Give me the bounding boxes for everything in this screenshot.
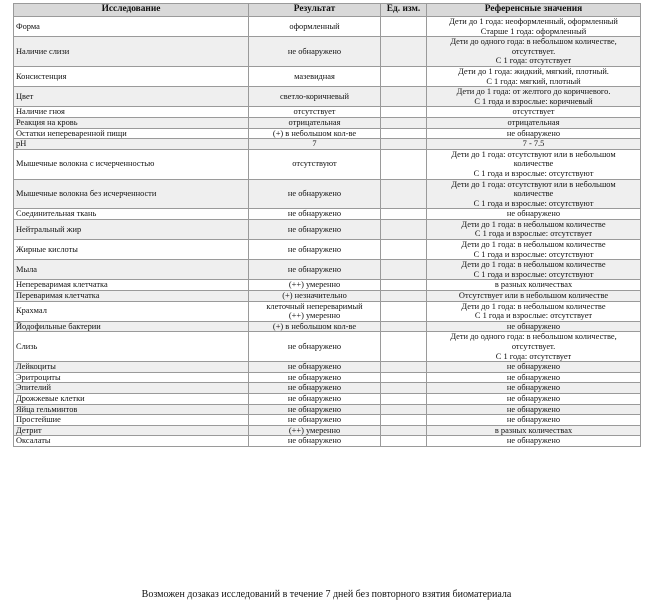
- reference-line: отрицательная: [507, 117, 560, 127]
- test-name-cell: pH: [14, 139, 249, 150]
- reference-cell: [427, 301, 641, 321]
- reference-line: не обнаружено: [506, 436, 561, 446]
- table-row: [14, 291, 641, 302]
- test-name-cell: Йодофильные бактерии: [14, 321, 249, 332]
- test-name-cell: Слизь: [14, 332, 249, 362]
- unit-cell: [381, 301, 427, 321]
- table-row: [14, 117, 641, 128]
- reference-cell: [427, 332, 641, 362]
- unit-cell: [381, 291, 427, 302]
- reference-line: количестве: [513, 159, 554, 169]
- unit-cell: [381, 332, 427, 362]
- result-cell: не обнаружено: [249, 372, 381, 383]
- result-cell: не обнаружено: [249, 219, 381, 239]
- test-name-cell: Лейкоциты: [14, 362, 249, 373]
- unit-cell: [381, 128, 427, 139]
- table-row: [14, 240, 641, 260]
- test-name-cell: Эритроциты: [14, 372, 249, 383]
- reference-line: не обнаружено: [506, 393, 561, 403]
- table-row: [14, 372, 641, 383]
- unit-cell: [381, 17, 427, 37]
- unit-cell: [381, 107, 427, 118]
- table-header-row: [14, 4, 641, 17]
- result-cell: не обнаружено: [249, 362, 381, 373]
- result-cell: (+) незначительно: [249, 291, 381, 302]
- test-name-cell: Нейтральный жир: [14, 219, 249, 239]
- reference-cell: [427, 425, 641, 436]
- reference-cell: [427, 240, 641, 260]
- reference-line: С 1 года: мягкий, плотный: [486, 76, 581, 86]
- result-cell: отсутствует: [249, 107, 381, 118]
- unit-cell: [381, 66, 427, 86]
- reference-cell: [427, 87, 641, 107]
- result-cell: (++) умеренно: [249, 280, 381, 291]
- reference-line: Дети до 1 года: в небольшом количестве: [461, 301, 606, 311]
- table-row: [14, 149, 641, 179]
- reference-cell: [427, 149, 641, 179]
- table-row: [14, 128, 641, 139]
- result-cell: мазевидная: [249, 66, 381, 86]
- table-row: [14, 17, 641, 37]
- unit-cell: [381, 219, 427, 239]
- test-name-cell: Наличие гноя: [14, 107, 249, 118]
- unit-cell: [381, 209, 427, 220]
- unit-cell: [381, 362, 427, 373]
- reference-cell: [427, 139, 641, 150]
- reference-line: отсутствует.: [511, 46, 556, 56]
- reference-line: Дети до 1 года: жидкий, мягкий, плотный.: [458, 66, 609, 76]
- test-name-cell: Дрожжевые клетки: [14, 393, 249, 404]
- test-name-cell: Мышечные волокна с исчерченностью: [14, 149, 249, 179]
- table-row: [14, 415, 641, 426]
- reference-line: Дети до одного года: в небольшом количестве,: [450, 37, 617, 47]
- reference-line: не обнаружено: [506, 321, 561, 331]
- test-name-cell: Консистенция: [14, 66, 249, 86]
- unit-cell: [381, 393, 427, 404]
- table-row: [14, 179, 641, 209]
- test-name-cell: Остатки непереваренной пищи: [14, 128, 249, 139]
- test-name-cell: Жирные кислоты: [14, 240, 249, 260]
- result-cell: [249, 301, 381, 321]
- table-row: [14, 66, 641, 86]
- result-cell: оформленный: [249, 17, 381, 37]
- test-name-cell: Детрит: [14, 425, 249, 436]
- result-cell: не обнаружено: [249, 260, 381, 280]
- table-row: [14, 362, 641, 373]
- result-cell: светло-коричневый: [249, 87, 381, 107]
- result-cell: не обнаружено: [249, 37, 381, 67]
- result-cell: не обнаружено: [249, 436, 381, 447]
- reference-line: С 1 года и взрослые: отсутствуют: [473, 168, 594, 178]
- reference-cell: [427, 128, 641, 139]
- result-cell: 7: [249, 139, 381, 150]
- reference-cell: [427, 66, 641, 86]
- result-cell: (+) в небольшом кол-ве: [249, 128, 381, 139]
- reference-line: не обнаружено: [506, 383, 561, 393]
- table-row: [14, 219, 641, 239]
- test-name-cell: Форма: [14, 17, 249, 37]
- test-name-cell: Переваримая клетчатка: [14, 291, 249, 302]
- reference-cell: [427, 117, 641, 128]
- reference-line: в разных количествах: [494, 280, 573, 290]
- reference-line: С 1 года и взрослые: коричневый: [474, 96, 593, 106]
- test-name-cell: Непереваримая клетчатка: [14, 280, 249, 291]
- unit-cell: [381, 404, 427, 415]
- test-name-cell: Простейшие: [14, 415, 249, 426]
- table-row: [14, 436, 641, 447]
- test-name-cell: Оксалаты: [14, 436, 249, 447]
- test-name-cell: Яйца гельминтов: [14, 404, 249, 415]
- reference-line: в разных количествах: [494, 425, 573, 435]
- reference-cell: [427, 372, 641, 383]
- result-cell: не обнаружено: [249, 404, 381, 415]
- reference-line: С 1 года и взрослые: отсутствует: [474, 311, 593, 321]
- table-row: [14, 383, 641, 394]
- table-row: [14, 209, 641, 220]
- result-cell: не обнаружено: [249, 240, 381, 260]
- reference-line: С 1 года и взрослые: отсутствуют: [473, 269, 594, 279]
- result-cell: не обнаружено: [249, 415, 381, 426]
- results-table: [13, 3, 641, 447]
- result-cell: не обнаружено: [249, 179, 381, 209]
- table-row: [14, 332, 641, 362]
- reference-line: количестве: [513, 189, 554, 199]
- test-name-cell: Крахмал: [14, 301, 249, 321]
- table-row: [14, 139, 641, 150]
- reference-line: отсутствует: [512, 107, 555, 117]
- unit-cell: [381, 260, 427, 280]
- test-name-cell: Эпителий: [14, 383, 249, 394]
- reference-line: Дети до одного года: в небольшом количестве,: [450, 332, 617, 342]
- reference-line: не обнаружено: [506, 362, 561, 372]
- reference-line: Дети до 1 года: в небольшом количестве: [461, 219, 606, 229]
- unit-cell: [381, 280, 427, 291]
- reference-line: Дети до 1 года: неоформленный, оформленный: [449, 17, 618, 26]
- unit-cell: [381, 87, 427, 107]
- reference-line: С 1 года: отсутствует: [495, 351, 572, 361]
- result-cell: отсутствуют: [249, 149, 381, 179]
- table-row: [14, 301, 641, 321]
- reference-line: Дети до 1 года: отсутствуют или в небольшом: [451, 149, 616, 159]
- reference-line: Дети до 1 года: от желтого до коричневого.: [456, 87, 611, 97]
- reference-cell: [427, 404, 641, 415]
- reference-line: Дети до 1 года: отсутствуют или в небольшом: [451, 179, 616, 189]
- reference-cell: [427, 321, 641, 332]
- unit-cell: [381, 37, 427, 67]
- reference-line: Старше 1 года: оформленный: [480, 26, 587, 36]
- reference-line: отсутствует.: [511, 342, 556, 351]
- unit-cell: [381, 179, 427, 209]
- unit-cell: [381, 372, 427, 383]
- header-result: Результат: [249, 4, 381, 17]
- result-line: (++) умеренно: [288, 311, 341, 321]
- result-cell: не обнаружено: [249, 332, 381, 362]
- table-row: [14, 393, 641, 404]
- unit-cell: [381, 139, 427, 150]
- result-cell: не обнаружено: [249, 209, 381, 220]
- result-cell: отрицательная: [249, 117, 381, 128]
- table-row: [14, 404, 641, 415]
- test-name-cell: Цвет: [14, 87, 249, 107]
- reference-cell: [427, 362, 641, 373]
- unit-cell: [381, 383, 427, 394]
- reference-cell: [427, 17, 641, 37]
- unit-cell: [381, 321, 427, 332]
- test-name-cell: Мышечные волокна без исчерченности: [14, 179, 249, 209]
- header-unit: Ед. изм.: [381, 4, 427, 17]
- reference-cell: [427, 260, 641, 280]
- test-name-cell: Мыла: [14, 260, 249, 280]
- table-row: [14, 280, 641, 291]
- test-name-cell: Соединительная ткань: [14, 209, 249, 220]
- reference-cell: [427, 393, 641, 404]
- reference-cell: [427, 107, 641, 118]
- table-body: [14, 17, 641, 447]
- unit-cell: [381, 117, 427, 128]
- header-reference: Референсные значения: [427, 4, 641, 17]
- header-name: Исследование: [14, 4, 249, 17]
- reference-line: С 1 года и взрослые: отсутствует: [474, 229, 593, 239]
- reference-line: Отсутствует или в небольшом количестве: [458, 291, 609, 301]
- unit-cell: [381, 425, 427, 436]
- reference-cell: [427, 383, 641, 394]
- reference-line: не обнаружено: [506, 415, 561, 425]
- reference-cell: [427, 179, 641, 209]
- result-cell: не обнаружено: [249, 393, 381, 404]
- reference-line: не обнаружено: [506, 128, 561, 138]
- table-row: [14, 321, 641, 332]
- reference-line: Дети до 1 года: в небольшом количестве: [461, 260, 606, 270]
- reference-cell: [427, 37, 641, 67]
- result-cell: (++) умеренно: [249, 425, 381, 436]
- table-row: [14, 37, 641, 67]
- result-line: клеточный непереваримый: [266, 301, 363, 311]
- table-row: [14, 107, 641, 118]
- reference-cell: [427, 209, 641, 220]
- reference-cell: [427, 436, 641, 447]
- reference-cell: [427, 219, 641, 239]
- test-name-cell: Реакция на кровь: [14, 117, 249, 128]
- unit-cell: [381, 149, 427, 179]
- result-cell: не обнаружено: [249, 383, 381, 394]
- unit-cell: [381, 436, 427, 447]
- table-row: [14, 87, 641, 107]
- reference-line: не обнаружено: [506, 404, 561, 414]
- table-row: [14, 425, 641, 436]
- reference-cell: [427, 291, 641, 302]
- reference-line: С 1 года: отсутствует: [495, 56, 572, 66]
- reference-line: С 1 года и взрослые: отсутствуют: [473, 198, 594, 208]
- unit-cell: [381, 415, 427, 426]
- reference-cell: [427, 280, 641, 291]
- reference-line: не обнаружено: [506, 209, 561, 219]
- unit-cell: [381, 240, 427, 260]
- footer-note: Возможен дозаказ исследований в течение 7 дней без повторного взятия биоматериала: [141, 589, 512, 600]
- reference-line: Дети до 1 года: в небольшом количестве: [461, 240, 606, 250]
- reference-line: 7 - 7.5: [522, 139, 545, 149]
- table-row: [14, 260, 641, 280]
- reference-line: не обнаружено: [506, 372, 561, 382]
- reference-cell: [427, 415, 641, 426]
- test-name-cell: Наличие слизи: [14, 37, 249, 67]
- result-cell: (+) в небольшом кол-ве: [249, 321, 381, 332]
- reference-line: С 1 года и взрослые: отсутствуют: [473, 249, 594, 259]
